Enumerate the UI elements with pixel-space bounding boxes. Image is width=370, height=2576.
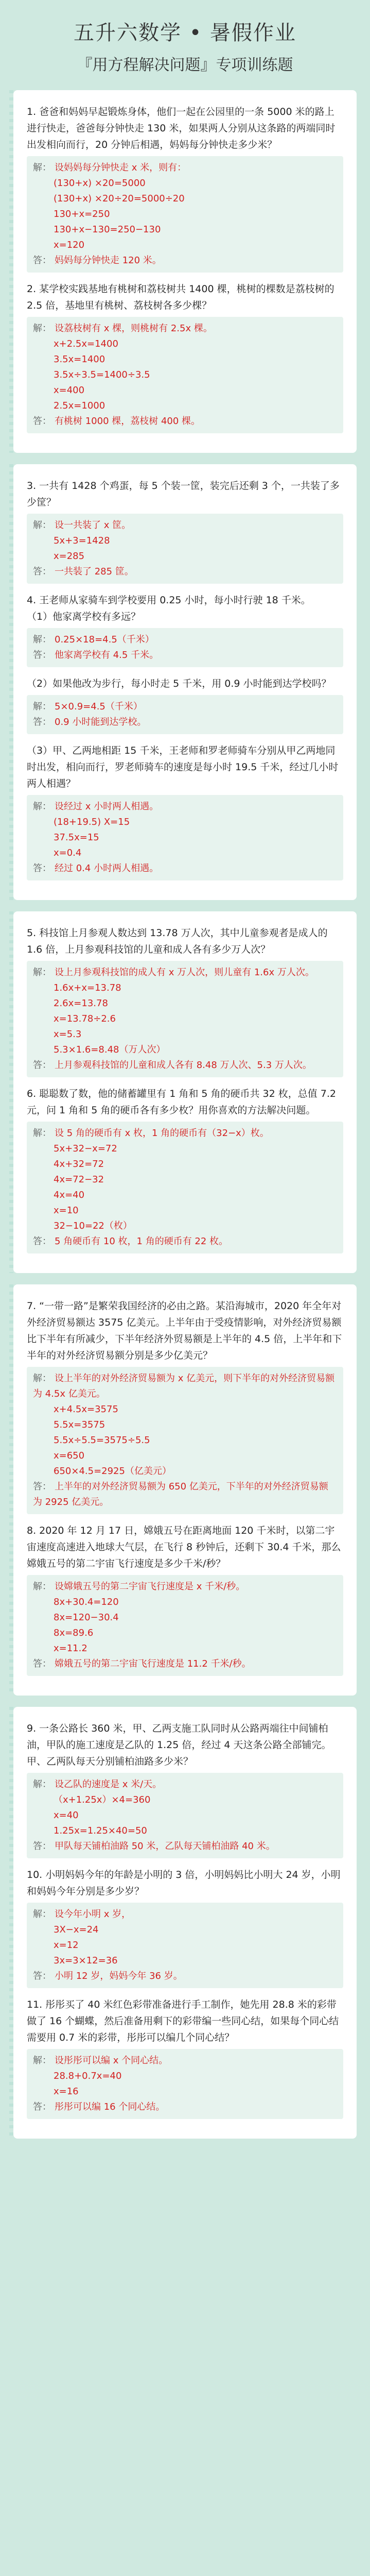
solution-step: 8x=120−30.4 [54, 1612, 119, 1623]
solution-step: 3x=3×12=36 [54, 1955, 118, 1966]
page-subtitle: 『用方程解决问题』专项训练题 [77, 56, 293, 74]
answer-row [33, 1839, 337, 1854]
answer-row [33, 1656, 337, 1672]
solution-step: x=285 [54, 551, 85, 562]
answer-label: 答： [33, 1481, 51, 1492]
solution-step: x=16 [54, 2086, 79, 2097]
solution-step: 4x=72−32 [54, 1174, 104, 1185]
answer-row [33, 1969, 337, 1984]
solution-step: 4x=40 [54, 1190, 85, 1200]
worksheet-header [13, 9, 357, 79]
solution-row [33, 1448, 337, 1464]
solution-label: 解： [33, 520, 51, 531]
answer-row [33, 861, 337, 876]
answer-label: 答： [33, 1841, 51, 1852]
solution-step: 设今年小明 x 岁， [55, 1909, 131, 1920]
solution-label: 解： [33, 967, 51, 978]
solution-row [33, 1172, 337, 1188]
answer-row [33, 715, 337, 730]
solution-row [33, 1126, 337, 1141]
solution-step: 37.5x=15 [54, 832, 99, 843]
solution-step: 5.5x÷5.5=3575÷5.5 [54, 1435, 150, 1446]
solution-step: 5x+32−x=72 [54, 1143, 117, 1154]
solution-step: 5×0.9=4.5（千米） [55, 701, 143, 712]
solution-step: (18+19.5) X=15 [54, 817, 130, 827]
answer-label: 答： [33, 416, 51, 427]
question-text: （2）如果他改为步行，每小时走 5 千米，用 0.9 小时能到达学校吗？ [27, 678, 331, 689]
question-text: 2. 某学校实践基地有桃树和荔枝树共 1400 棵，桃树的棵数是荔枝树的 2.5 倍，基地里有桃树、荔枝树各多少棵？ [27, 283, 334, 311]
solution-box [27, 961, 343, 1077]
solution-row [33, 207, 337, 222]
solution-row [33, 383, 337, 398]
solution-box [27, 2049, 343, 2119]
solution-label: 解： [33, 1373, 51, 1384]
solution-row [33, 1922, 337, 1938]
solution-row [33, 2084, 337, 2099]
solution-row [33, 1027, 337, 1042]
solution-step: 8x+30.4=120 [54, 1597, 119, 1607]
answer-row [33, 1058, 337, 1073]
answer-label: 答： [33, 255, 51, 266]
solution-step: x=10 [54, 1205, 79, 1216]
solution-row [33, 1042, 337, 1058]
answer-label: 答： [33, 1971, 51, 1981]
solution-step: x=400 [54, 385, 85, 396]
solution-row [33, 1579, 337, 1595]
solution-row [33, 238, 337, 253]
problem-cards [13, 90, 357, 2139]
answer-label: 答： [33, 566, 51, 577]
solution-box [27, 628, 343, 667]
problem-card [13, 1707, 357, 2139]
solution-step: 32−10=22（枚） [54, 1221, 132, 1231]
solution-row [33, 321, 337, 336]
solution-row [33, 549, 337, 564]
question-text: 6. 聪聪数了数，他的储蓄罐里有 1 角和 5 角的硬币共 32 枚，总值 7.2 元，问 1 角和 5 角的硬币各有多少枚？用你喜欢的方法解决问题。 [27, 1088, 337, 1116]
answer-text: 妈妈每分钟快走 120 米。 [55, 255, 162, 266]
question-text: 3. 一共有 1428 个鸡蛋，每 5 个装一筐，装完后还剩 3 个，一共装了多少筐？ [27, 480, 340, 508]
solution-step: 设 5 角的硬币有 x 枚，1 角的硬币有（32−x）枚。 [55, 1128, 269, 1139]
solution-row [33, 2053, 337, 2069]
solution-row [33, 2069, 337, 2084]
answer-row [33, 2099, 337, 2115]
solution-row [33, 533, 337, 549]
solution-step: 设一共装了 x 筐。 [55, 520, 131, 531]
solution-row [33, 1595, 337, 1610]
solution-step: x=5.3 [54, 1029, 82, 1040]
solution-row [33, 1402, 337, 1417]
answer-text: 一共装了 285 筐。 [55, 566, 134, 577]
answer-label: 答： [33, 1060, 51, 1071]
solution-step: 设荔枝树有 x 棵，则桃树有 2.5x 棵。 [55, 323, 213, 334]
problem-card [13, 911, 357, 1273]
solution-step: 设乙队的速度是 x 米/天。 [55, 1779, 162, 1790]
solution-row [33, 799, 337, 815]
solution-step: (130+x) ×20=5000 [54, 178, 146, 189]
solution-label: 解： [33, 1581, 51, 1592]
solution-row [33, 367, 337, 383]
question-text: 4. 王老师从家骑车到学校要用 0.25 小时，每小时行驶 18 千米。 （1）他家离学校有多远？ [27, 595, 311, 622]
solution-step: （x+1.25x）×4=360 [54, 1794, 151, 1805]
answer-label: 答： [33, 1236, 51, 1247]
answer-label: 答： [33, 717, 51, 727]
solution-row [33, 1938, 337, 1953]
solution-box [27, 795, 343, 880]
answer-text: 0.9 小时能到达学校。 [55, 717, 147, 727]
solution-step: x=11.2 [54, 1643, 87, 1654]
question-text: 7. “一带一路”是繁荣我国经济的必由之路。某沿海城市，2020 年全年对外经济贸易额达 3575 亿美元。上半年由于受疫情影响，对外经济贸易额比下半年有所减少，下半年经济外贸易额是上半年的 4.5 倍，上半年和下半年的对外经济贸易额分别是多少亿美元？ [27, 1300, 342, 1361]
page-title: 五升六数学 • 暑假作业 [73, 21, 297, 45]
solution-label: 解： [33, 2055, 51, 2066]
solution-row [33, 222, 337, 238]
solution-label: 解： [33, 801, 51, 812]
answer-row [33, 648, 337, 663]
answer-row [33, 253, 337, 268]
question-text: 11. 彤彤买了 40 米红色彩带准备进行手工制作，她先用 28.8 米的彩带做了 16 个蝴蝶，然后准备用剩下的彩带编一些同心结，如果每个同心结需要用 0.7 米的彩带，彤彤可以编几个同心结？ [27, 1999, 339, 2043]
solution-row [33, 1808, 337, 1823]
solution-step: 5x+3=1428 [54, 535, 110, 546]
solution-row [33, 1610, 337, 1625]
solution-step: 1.25x=1.25×40=50 [54, 1825, 147, 1836]
answer-label: 答： [33, 1658, 51, 1669]
solution-row [33, 1792, 337, 1808]
solution-step: 650×4.5=2925（亿美元） [54, 1466, 171, 1477]
solution-step: 8x=89.6 [54, 1628, 94, 1638]
solution-row [33, 632, 337, 648]
solution-step: x+4.5x=3575 [54, 1404, 118, 1415]
solution-row [33, 398, 337, 414]
solution-row [33, 699, 337, 715]
solution-step: x=12 [54, 1940, 79, 1951]
answer-label: 答： [33, 863, 51, 874]
question-text: 8. 2020 年 12 月 17 日，嫦娥五号在距离地面 120 千米时，以第二宇宙速度高速进入地球大气层，在飞行 8 秒钟后，还剩下 30.4 千米，那么嫦娥五号的第二宇宙飞行速度是多少千米/秒？ [27, 1525, 341, 1569]
question-text: 10. 小明妈妈今年的年龄是小明的 3 倍，小明妈妈比小明大 24 岁，小明和妈妈今年分别是多少岁？ [27, 1869, 341, 1897]
solution-step: 5.5x=3575 [54, 1419, 105, 1430]
solution-row [33, 996, 337, 1011]
solution-box [27, 695, 343, 734]
answer-text: 嫦娥五号的第二宇宙飞行速度是 11.2 千米/秒。 [55, 1658, 251, 1669]
solution-step: 2.5x=1000 [54, 400, 105, 411]
answer-row [33, 1479, 337, 1510]
answer-text: 小明 12 岁，妈妈今年 36 岁。 [55, 1971, 183, 1981]
answer-text: 5 角硬币有 10 枚，1 角的硬币有 22 枚。 [55, 1236, 228, 1247]
solution-row [33, 980, 337, 996]
question-text: 5. 科技馆上月参观人数达到 13.78 万人次，其中儿童参观者是成人的 1.6 倍，上月参观科技馆的儿童和成人各有多少万人次？ [27, 927, 328, 955]
solution-box [27, 1367, 343, 1514]
solution-row [33, 815, 337, 830]
answer-label: 答： [33, 2102, 51, 2112]
solution-step: 3X−x=24 [54, 1924, 99, 1935]
answer-text: 上半年的对外经济贸易额为 650 亿美元，下半年的对外经济贸易额为 2925 亿美元。 [33, 1481, 328, 1507]
solution-step: 设彤彤可以编 x 个同心结。 [55, 2055, 168, 2066]
solution-row [33, 1464, 337, 1479]
solution-step: 130+x=250 [54, 209, 110, 219]
solution-row [33, 965, 337, 980]
solution-box [27, 1903, 343, 1988]
solution-step: 0.25×18=4.5（千米） [55, 634, 154, 645]
solution-row [33, 830, 337, 845]
answer-row [33, 414, 337, 429]
solution-step: x=120 [54, 240, 85, 250]
solution-box [27, 1773, 343, 1858]
solution-row [33, 176, 337, 191]
solution-row [33, 1417, 337, 1433]
solution-row [33, 336, 337, 352]
solution-step: (130+x) ×20÷20=5000÷20 [54, 193, 185, 204]
solution-row [33, 1371, 337, 1402]
solution-row [33, 1823, 337, 1839]
solution-box [27, 156, 343, 273]
solution-row [33, 160, 337, 176]
solution-step: x=40 [54, 1810, 79, 1821]
solution-label: 解： [33, 323, 51, 334]
solution-box [27, 1122, 343, 1253]
solution-row [33, 1953, 337, 1969]
solution-step: x=13.78÷2.6 [54, 1013, 116, 1024]
solution-row [33, 1203, 337, 1218]
solution-label: 解： [33, 162, 51, 173]
answer-text: 有桃树 1000 棵，荔枝树 400 棵。 [55, 416, 201, 427]
answer-row [33, 1234, 337, 1249]
answer-text: 经过 0.4 小时两人相遇。 [55, 863, 159, 874]
solution-row [33, 1433, 337, 1448]
solution-step: 130+x−130=250−130 [54, 224, 161, 235]
solution-label: 解： [33, 1128, 51, 1139]
solution-row [33, 1641, 337, 1656]
solution-step: 2.6x=13.78 [54, 998, 108, 1009]
answer-row [33, 564, 337, 580]
solution-row [33, 1907, 337, 1922]
solution-box [27, 1575, 343, 1676]
answer-text: 彤彤可以编 16 个同心结。 [55, 2102, 165, 2112]
solution-step: 3.5x÷3.5=1400÷3.5 [54, 369, 150, 380]
question-text: （3）甲、乙两地相距 15 千米，王老师和罗老师骑车分别从甲乙两地同时出发，相向而行，罗老师骑车的速度是每小时 19.5 千米，经过几小时两人相遇？ [27, 745, 339, 789]
answer-label: 答： [33, 650, 51, 660]
solution-row [33, 352, 337, 367]
solution-box [27, 514, 343, 584]
solution-step: 设经过 x 小时两人相遇。 [55, 801, 159, 812]
solution-step: 设妈妈每分钟快走 x 米，则有： [55, 162, 187, 173]
solution-step: 28.8+0.7x=40 [54, 2071, 122, 2081]
solution-row [33, 518, 337, 533]
answer-text: 他家离学校有 4.5 千米。 [55, 650, 159, 660]
solution-step: 4x+32=72 [54, 1159, 104, 1170]
solution-step: 1.6x+x=13.78 [54, 982, 121, 993]
solution-step: 设嫦娥五号的第二宇宙飞行速度是 x 千米/秒。 [55, 1581, 245, 1592]
solution-row [33, 1141, 337, 1157]
solution-step: 3.5x=1400 [54, 354, 105, 365]
solution-row [33, 1777, 337, 1792]
answer-text: 上月参观科技馆的儿童和成人各有 8.48 万人次、5.3 万人次。 [55, 1060, 312, 1071]
problem-card [13, 464, 357, 900]
solution-box [27, 317, 343, 433]
question-text: 1. 爸爸和妈妈早起锻炼身体，他们一起在公园里的一条 5000 米的路上进行快走，爸爸每分钟快走 130 米，如果两人分别从这条路的两端同时出发相向而行，20 分钟后相遇，妈妈每分钟快走多少米？ [27, 106, 336, 150]
solution-row [33, 1188, 337, 1203]
solution-row [33, 1157, 337, 1172]
solution-row [33, 1218, 337, 1234]
solution-row [33, 845, 337, 861]
problem-card [13, 1284, 357, 1696]
solution-step: 5.3×1.6=8.48（万人次） [54, 1044, 166, 1055]
solution-label: 解： [33, 701, 51, 712]
solution-step: 设上月参观科技馆的成人有 x 万人次，则儿童有 1.6x 万人次。 [55, 967, 314, 978]
solution-step: x=0.4 [54, 848, 82, 858]
solution-row [33, 1011, 337, 1027]
solution-step: x=650 [54, 1450, 85, 1461]
solution-label: 解： [33, 1909, 51, 1920]
solution-step: 设上半年的对外经济贸易额为 x 亿美元，则下半年的对外经济贸易额为 4.5x 亿美元。 [33, 1373, 335, 1399]
solution-row [33, 1625, 337, 1641]
solution-step: x+2.5x=1400 [54, 338, 118, 349]
answer-text: 甲队每天铺柏油路 50 米，乙队每天铺柏油路 40 米。 [55, 1841, 275, 1852]
solution-row [33, 191, 337, 207]
solution-label: 解： [33, 1779, 51, 1790]
question-text: 9. 一条公路长 360 米，甲、乙两支施工队同时从公路两端往中间铺柏油，甲队的施工速度是乙队的 1.25 倍，经过 4 天这条公路全部铺完。甲、乙两队每天分别铺柏油路多少米？ [27, 1723, 331, 1767]
problem-card [13, 90, 357, 453]
solution-label: 解： [33, 634, 51, 645]
